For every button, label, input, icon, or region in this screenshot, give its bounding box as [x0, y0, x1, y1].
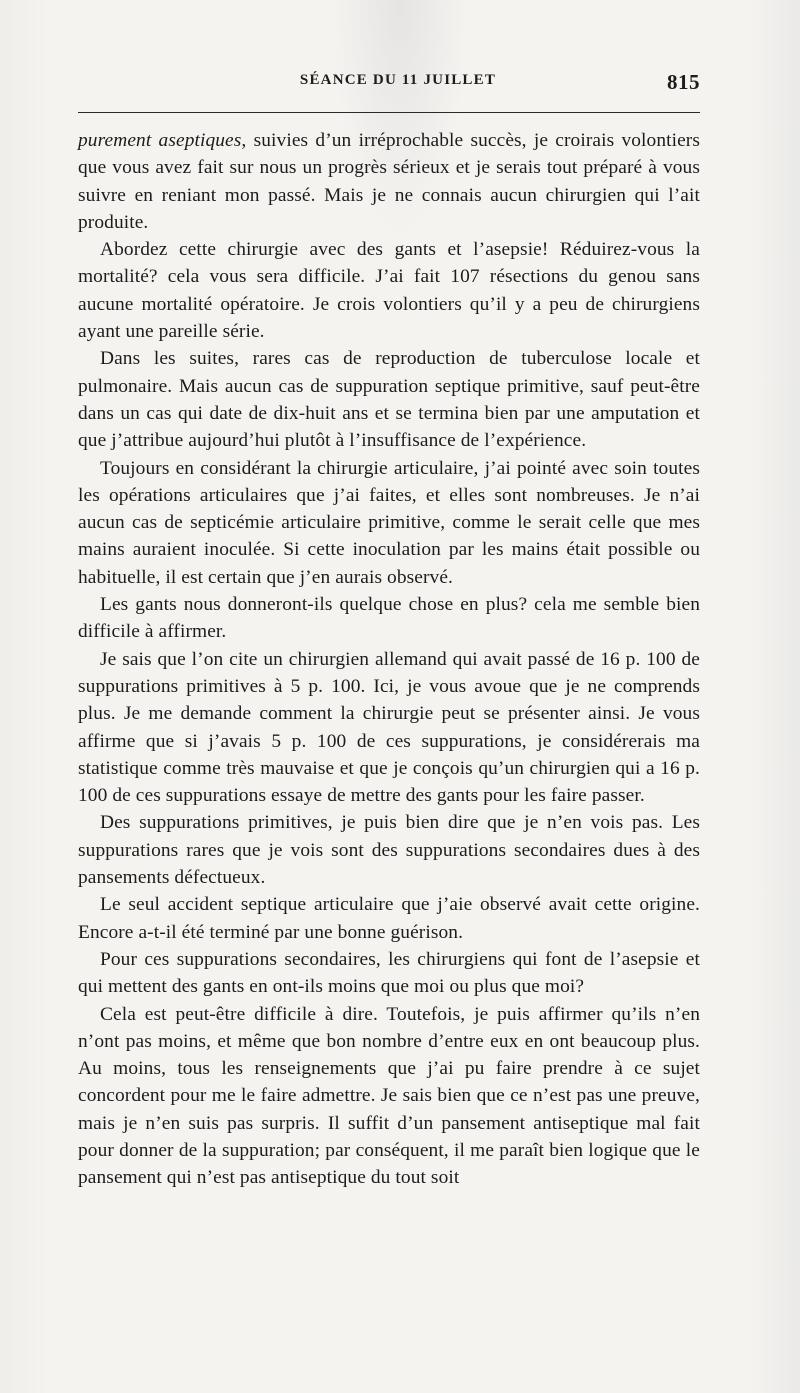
paragraph-3: Dans les suites, rares cas de reproduction de tuberculose locale et pulmonaire. Mais aucun cas de suppuration septique primitive, sauf peut-être dans un cas qui date de dix-huit ans et se termina bien par une amputation et que j’attribue aujourd’hui plutôt à l’insuffisance de l’expérience.: [78, 348, 700, 452]
paragraph-9: Pour ces suppurations secondaires, les chirurgiens qui font de l’asepsie et qui mettent des gants en ont-ils moins que moi ou plus que moi?: [78, 948, 700, 998]
italic-phrase: purement aseptiques: [78, 130, 242, 151]
paragraph-1-text: , suivies d’un irréprochable succès, je croirais volontiers que vous avez fait sur nous un progrès sérieux et je serais tout préparé à vous suivre en reniant mon passé. Mais je ne connais aucun chirurgien qui l’ait produite.: [78, 130, 701, 233]
paragraph-5: Les gants nous donneront-ils quelque chose en plus? cela me semble bien difficile à affirmer.: [78, 594, 700, 643]
paragraph-8: Le seul accident septique articulaire que j’aie observé avait cette origine. Encore a-t-il été terminé par une bonne guérison.: [78, 894, 700, 943]
paragraph-1: [78, 127, 700, 236]
header-rule: [78, 112, 700, 113]
paragraph-10: Cela est peut-être difficile à dire. Toutefois, je puis affirmer qu’ils n’en n’ont pas moins, et même que bon nombre d’entre eux en ont beaucoup plus. Au moins, tous les renseignements que j’ai pu faire prendre à ce sujet concordent pour me le faire admettre. Je sais bien que ce n’est pas une preuve, mais je n’en suis pas surpris. Il suffit d’un pansement antiseptique mal fait pour donner de la suppuration; par conséquent, il me paraît bien logique que le pansement qui n’est pas antiseptique du tout soit: [78, 1003, 700, 1189]
body-text: [78, 127, 700, 1192]
running-head: [78, 72, 698, 102]
paragraph-6: Je sais que l’on cite un chirurgien allemand qui avait passé de 16 p. 100 de suppurations primitives à 5 p. 100. Ici, je vous avoue que je ne comprends plus. Je me demande comment la chirurgie peut se présenter ainsi. Je vous affirme que si j’avais 5 p. 100 de ces suppurations, je considérerais ma statistique comme très mauvaise et que je conçois qu’un chirurgien qui a 16 p. 100 de ces suppurations essaye de mettre des gants pour les faire passer.: [78, 648, 700, 807]
running-title: SÉANCE DU 11 JUILLET: [299, 72, 497, 88]
paragraph-7: Des suppurations primitives, je puis bien dire que je n’en vois pas. Les suppurations rares que je vois sont des suppurations secondaires dues à des pansements défectueux.: [78, 812, 700, 889]
paragraph-4: Toujours en considérant la chirurgie articulaire, j’ai pointé avec soin toutes les opérations articulaires que j’ai faites, et elles sont nombreuses. Je n’ai aucun cas de septicémie articulaire primitive, comme le serait celle que mes mains auraient inoculée. Si cette inoculation par les mains était possible ou habituelle, il est certain que j’en aurais observé.: [78, 457, 700, 588]
page-number: 815: [667, 70, 700, 94]
paragraph-2: Abordez cette chirurgie avec des gants et l’asepsie! Réduirez-vous la mortalité? cela vous sera difficile. J’ai fait 107 résections du genou sans aucune mortalité opératoire. Je crois volontiers qu’il y a peu de chirurgiens ayant une pareille série.: [78, 239, 700, 343]
